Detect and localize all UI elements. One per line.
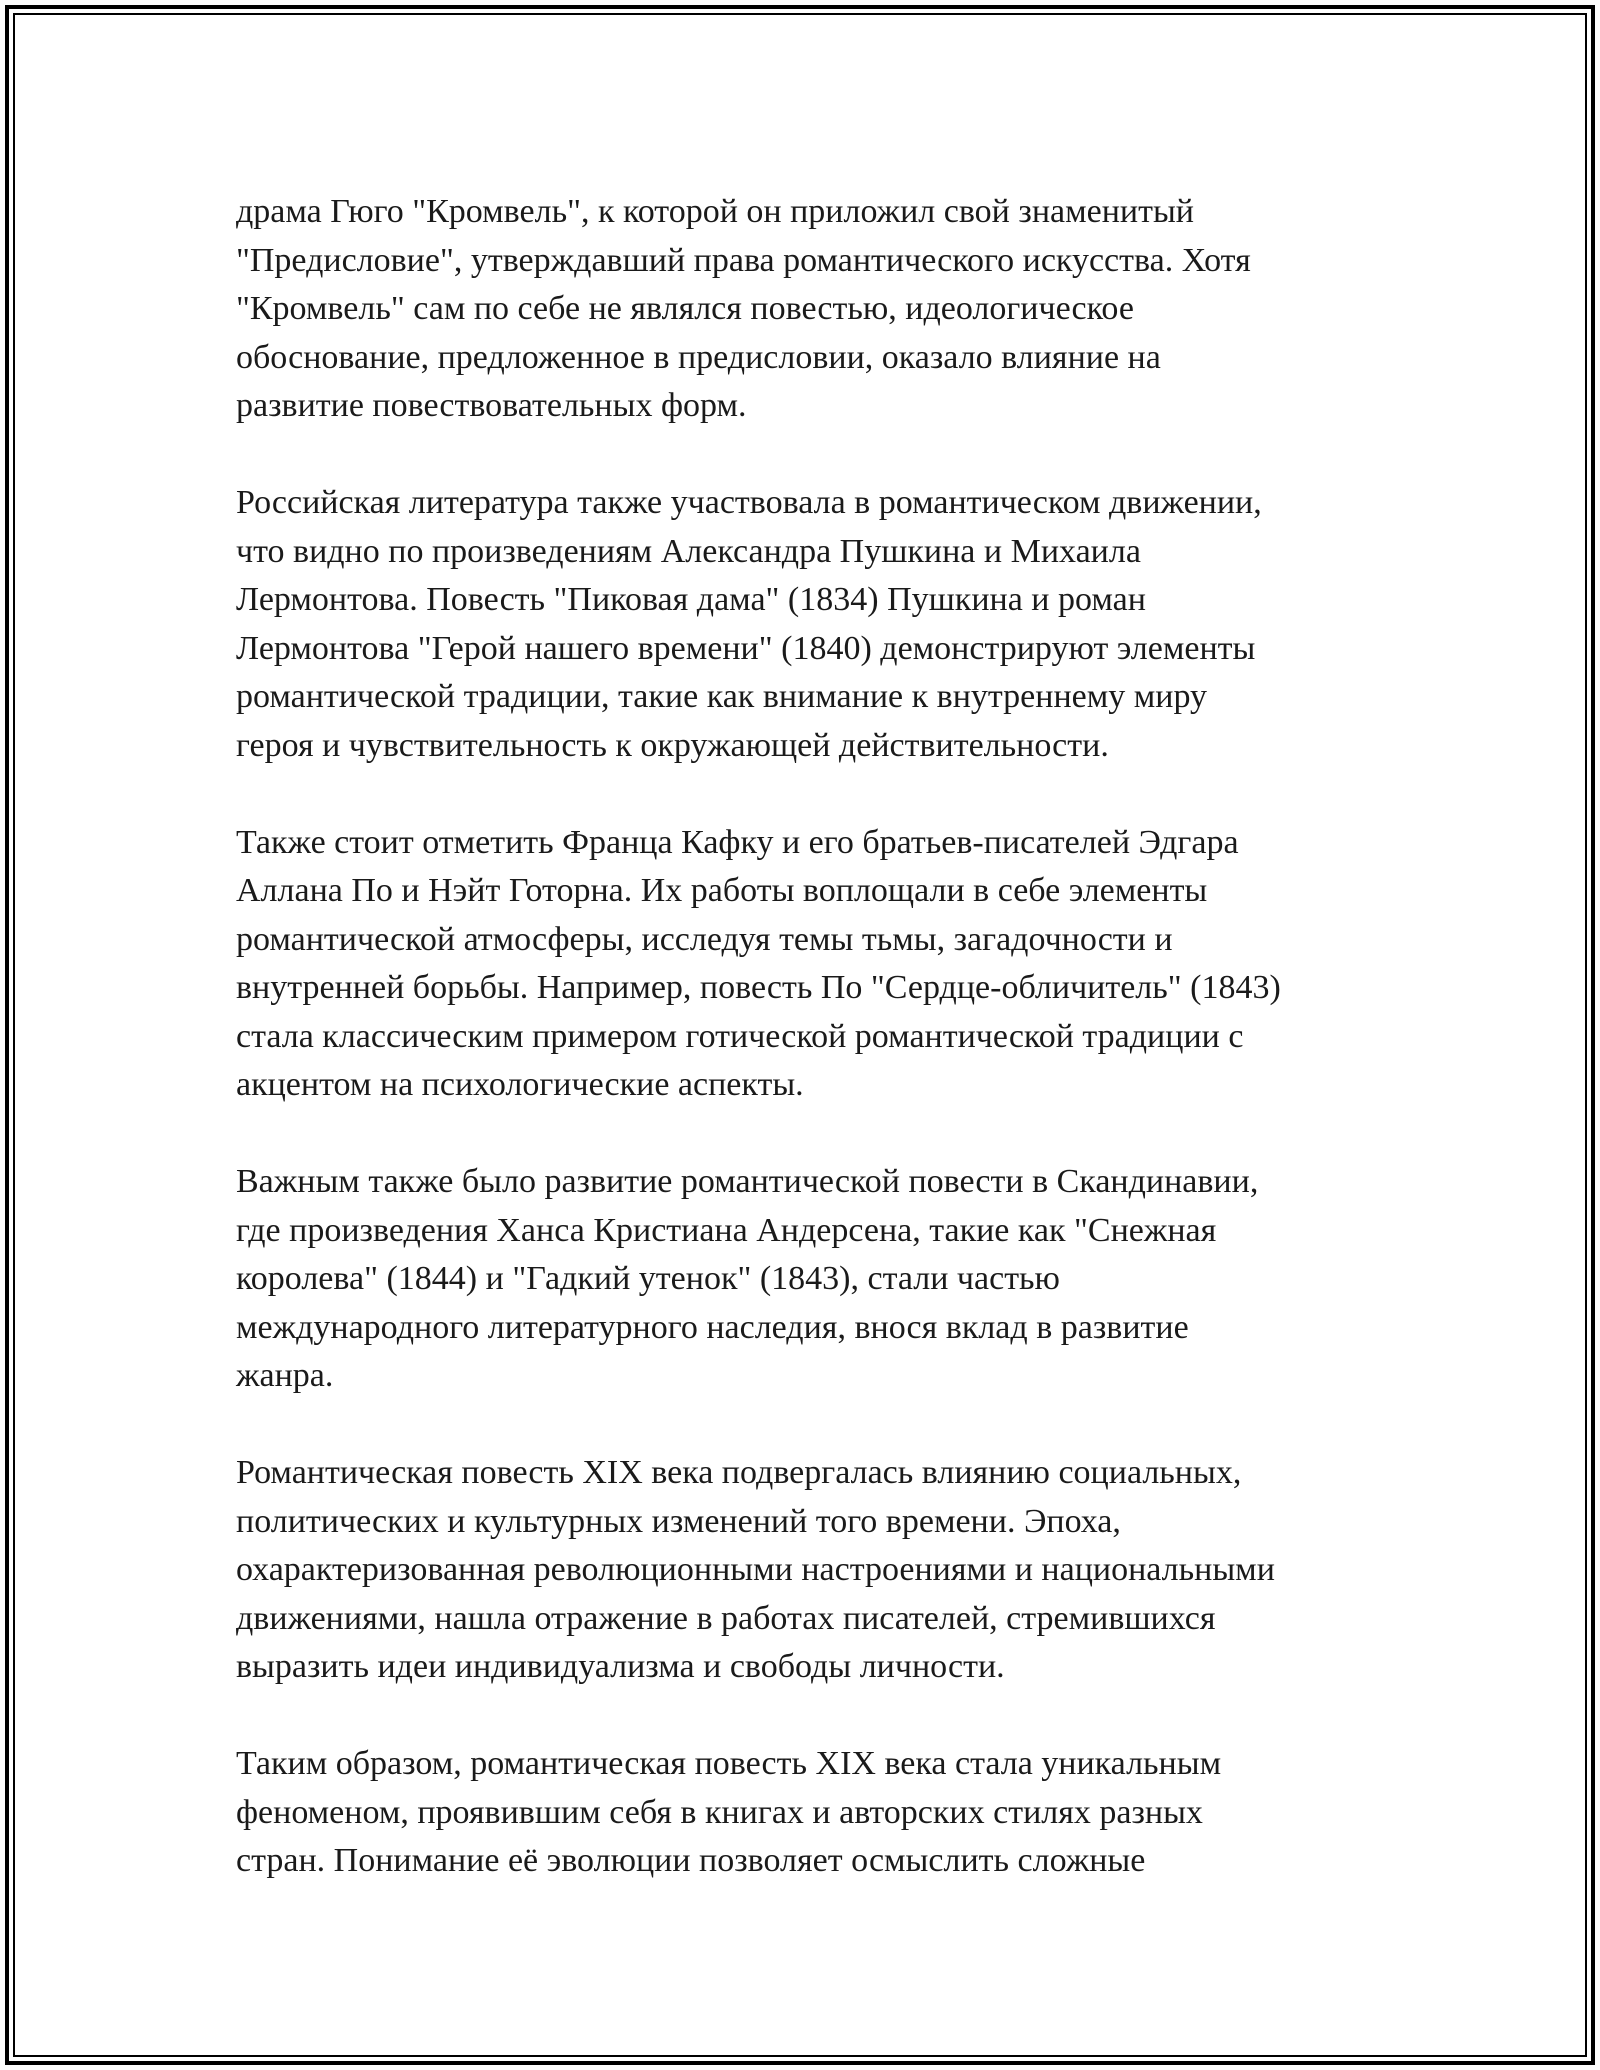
text-line: развитие повествовательных форм. xyxy=(236,387,747,424)
text-line: акцентом на психологические аспекты. xyxy=(236,1066,804,1103)
text-line: охарактеризованная революционными настроениями и национальными xyxy=(236,1551,1275,1588)
text-line: внутренней борьбы. Например, повесть По "Сердце-обличитель" (1843) xyxy=(236,969,1281,1006)
text-line: Также стоит отметить Франца Кафку и его братьев-писателей Эдгара xyxy=(236,823,1239,861)
text-line: обоснование, предложенное в предисловии, оказало влияние на xyxy=(236,338,1161,376)
paragraph xyxy=(236,819,1406,1110)
text-line: международного литературного наследия, внося вклад в развитие xyxy=(236,1308,1189,1346)
text-line: героя и чувствительность к окружающей действительности. xyxy=(236,726,1109,764)
text-line: Таким образом, романтическая повесть XIX века стала уникальным xyxy=(236,1745,1222,1782)
text-line: где произведения Ханса Кристиана Андерсена, такие как "Снежная xyxy=(236,1211,1217,1249)
paragraph xyxy=(236,1158,1406,1401)
text-line: романтической традиции, такие как внимание к внутреннему миру xyxy=(236,678,1208,715)
paragraph xyxy=(236,1449,1406,1692)
text-line: Аллана По и Нэйт Готорна. Их работы воплощали в себе элементы xyxy=(236,872,1208,909)
text-line: движениями, нашла отражение в работах писателей, стремившихся xyxy=(236,1599,1216,1637)
paragraph xyxy=(236,188,1406,431)
text-line: Романтическая повесть XIX века подвергалась влиянию социальных, xyxy=(236,1454,1242,1491)
document-body xyxy=(236,188,1406,1934)
text-line: жанра. xyxy=(236,1357,334,1394)
text-line: Российская литература также участвовала в романтическом движении, xyxy=(236,484,1262,521)
text-line: Важным также было развитие романтической повести в Скандинавии, xyxy=(236,1163,1259,1200)
text-line: королева" (1844) и "Гадкий утенок" (1843), стали частью xyxy=(236,1260,1060,1297)
text-line: стран. Понимание её эволюции позволяет осмыслить сложные xyxy=(236,1842,1146,1879)
text-line: что видно по произведениям Александра Пушкина и Михаила xyxy=(236,532,1141,570)
text-line: Лермонтова "Герой нашего времени" (1840) демонстрируют элементы xyxy=(236,629,1256,667)
text-line: феноменом, проявившим себя в книгах и авторских стилях разных xyxy=(236,1793,1203,1831)
text-line: Лермонтова. Повесть "Пиковая дама" (1834) Пушкина и роман xyxy=(236,581,1146,618)
paragraph xyxy=(236,1740,1406,1886)
text-line: романтической атмосферы, исследуя темы тьмы, загадочности и xyxy=(236,920,1173,958)
paragraph xyxy=(236,479,1406,770)
text-line: "Предисловие", утверждавший права романтического искусства. Хотя xyxy=(236,241,1251,279)
text-line: политических и культурных изменений того времени. Эпоха, xyxy=(236,1502,1121,1540)
text-line: "Кромвель" сам по себе не являлся повестью, идеологическое xyxy=(236,290,1134,327)
text-line: драма Гюго "Кромвель", к которой он приложил свой знаменитый xyxy=(236,193,1194,230)
text-line: стала классическим примером готической романтической традиции с xyxy=(236,1017,1244,1055)
text-line: выразить идеи индивидуализма и свободы личности. xyxy=(236,1648,1005,1685)
